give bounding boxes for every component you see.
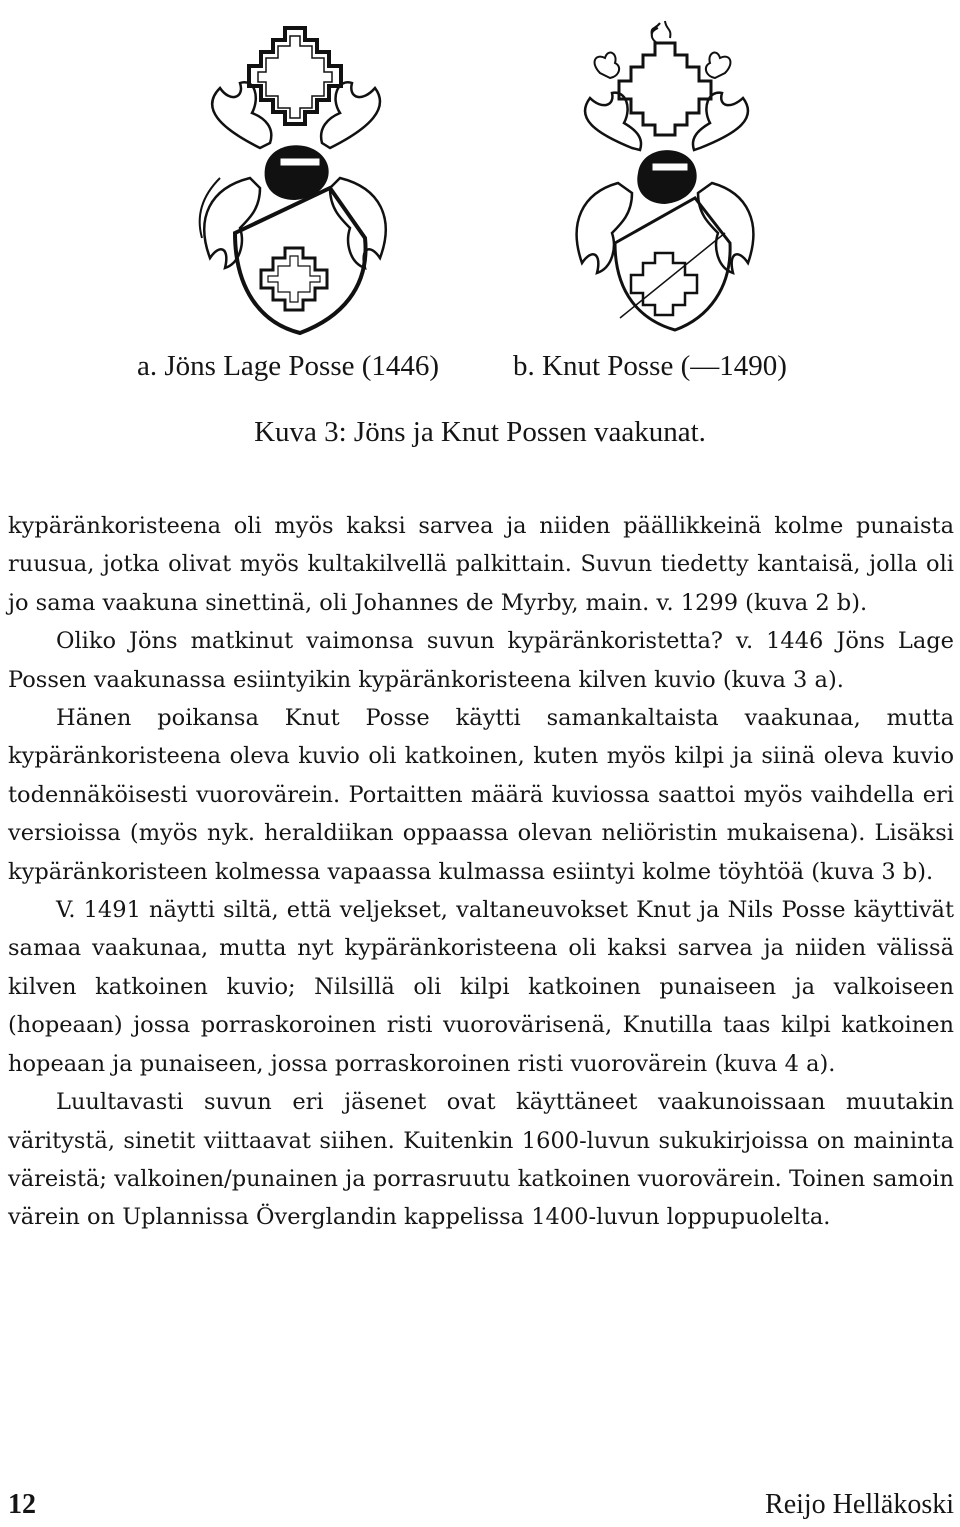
figure-title: Kuva 3: Jöns ja Knut Possen vaakunat. (254, 416, 706, 448)
paragraph: V. 1491 näytti siltä, että veljekset, valtaneuvokset Knut ja Nils Posse käyttivät samaa vaakunaa, mutta nyt kypäränkoristeena oli kaksi sarvea ja niiden välissä kilven katkoinen kuvio; Nilsillä oli kilpi katkoinen punaiseen ja valkoiseen (hopeaan) jossa porraskoroinen risti vuorovärisenä, Knutilla taas kilpi katkoinen hopeaan ja punaiseen, jossa porraskoroinen risti vuorovärein (kuva 4 a). (8, 897, 954, 1077)
caption-a: a. Jöns Lage Posse (1446) (137, 350, 440, 382)
paragraph: Luultavasti suvun eri jäsenet ovat käyttäneet vaakunoissaan muutakin väritystä, sinetit viittaavat siihen. Kuitenkin 1600-luvun sukukirjoissa on maininta väreistä; valkoinen/punainen ja porrasruutu katkoinen vuorovärein. Toinen samoin värein on Uplannissa Överglandin kappelissa 1400-luvun loppupuolelta. (8, 1089, 954, 1231)
figure (0, 0, 960, 350)
paragraph: Oliko Jöns matkinut vaimonsa suvun kypäränkoristetta? v. 1446 Jöns Lage Possen vaakunassa esiintyikin kypäränkoristeena kilven kuvio (kuva 3 a). (8, 628, 954, 693)
caption-b: b. Knut Posse (—1490) (513, 350, 787, 382)
paragraph: Hänen poikansa Knut Posse käytti samankaltaista vaakunaa, mutta kypäränkoristeena oleva kuvio oli katkoinen, kuten myös kilpi ja siinä oleva kuvio todennäköisesti vuorovärein. Portaitten määrä kuviossa saattoi myös vaihdella eri versioissa (myös nyk. heraldiikan oppaassa olevan neliöristin mukaisena). Lisäksi kypäränkoristeen kolmessa vapaassa kulmassa esiintyi kolme töyhtöä (kuva 3 b). (8, 705, 954, 885)
coat-of-arms-a-image (190, 18, 400, 338)
page-footer (8, 1487, 954, 1523)
page-number: 12 (8, 1489, 36, 1520)
author-name: Reijo Helläkoski (765, 1489, 954, 1520)
coat-of-arms-b-image (560, 18, 770, 338)
paragraph: kypäränkoristeena oli myös kaksi sarvea ja niiden päällikkeinä kolme punaista ruusua, jotka olivat myös kultakilvellä palkittain. Suvun tiedetty kantaisä, jolla oli jo sama vaakuna sinettinä, oli Johannes de Myrby, main. v. 1299 (kuva 2 b). (8, 513, 954, 616)
body-text (8, 507, 954, 1237)
